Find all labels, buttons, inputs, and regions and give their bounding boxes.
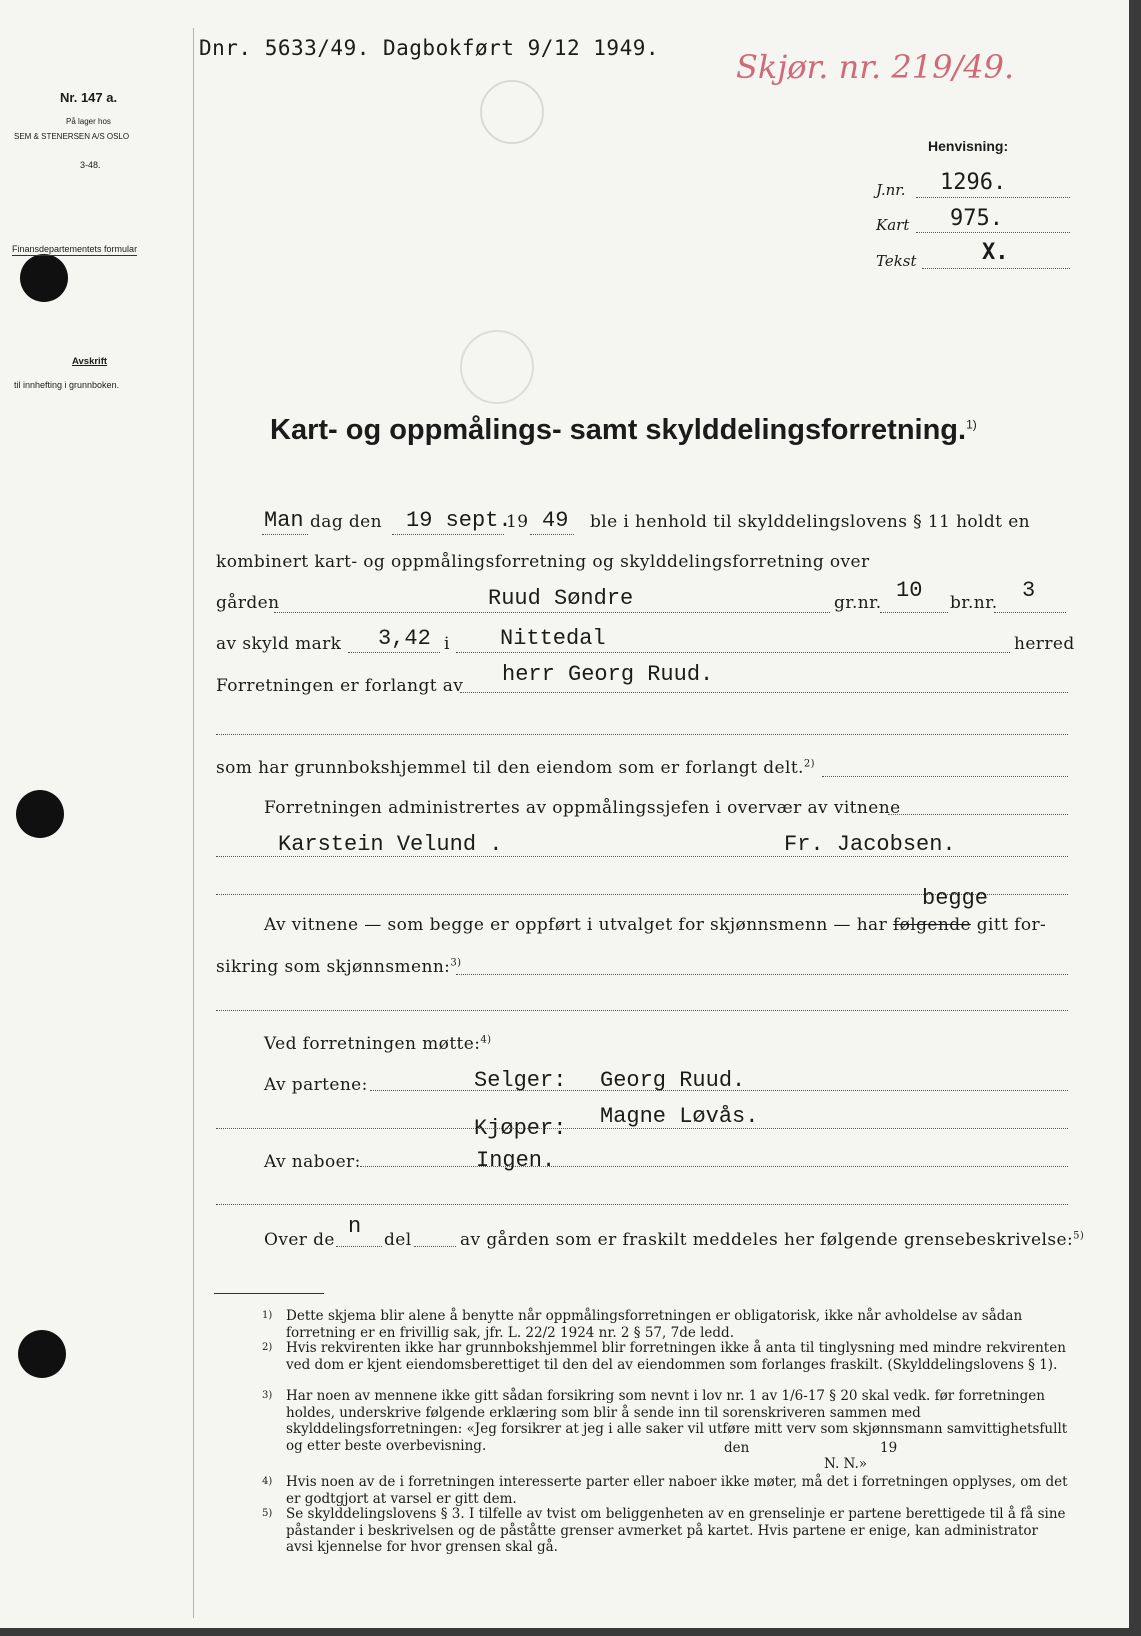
skyld-line	[348, 652, 440, 653]
date-line	[392, 534, 504, 535]
seller-label: Selger:	[474, 1068, 567, 1093]
copy-note: til innhefting i grunnboken.	[14, 380, 120, 390]
mote-footnote-ref: 4)	[480, 1034, 492, 1046]
footnote-4: Hvis noen av de i forretningen interesserte parter eller naboer ikke møter, må det i forretningen opplyses, om det er godtgjort at varsel er gitt dem.	[286, 1474, 1068, 1507]
statute-line: ble i henhold til skylddelingslovens § 11 holdt en	[590, 512, 1031, 532]
tekst-value: X.	[982, 240, 1009, 265]
vitner-text-b: gitt for-	[976, 915, 1047, 935]
oath-signature: N. N.»	[824, 1456, 868, 1472]
footnote-3-number: 3)	[262, 1390, 273, 1401]
vitner-text	[264, 915, 1046, 935]
naboer-line	[360, 1166, 1068, 1167]
seller-value: Georg Ruud.	[600, 1068, 746, 1093]
naboer-label: Av naboer:	[264, 1152, 361, 1172]
forlangt-line	[460, 692, 1068, 693]
document-title-text: Kart- og oppmålings- samt skylddelingsforretning.	[270, 414, 967, 446]
reference-heading: Henvisning:	[928, 138, 1009, 154]
garden-value: Ruud Søndre	[488, 586, 634, 611]
grnr-label: gr.nr.	[834, 593, 882, 613]
brnr-value: 3	[1022, 578, 1036, 603]
blank-line-3	[216, 1010, 1068, 1011]
over-de-value: n	[348, 1214, 362, 1239]
buyer-label: Kjøper:	[474, 1116, 567, 1141]
copy-label: Avskrift	[72, 356, 108, 367]
dag-den-label: dag den	[310, 512, 382, 532]
oath-den: den	[724, 1440, 750, 1456]
mote-text-body: Ved forretningen møtte:	[264, 1034, 481, 1054]
form-number: Nr. 147 a.	[60, 90, 118, 105]
partene-label: Av partene:	[264, 1075, 368, 1095]
begge-insert: begge	[922, 886, 989, 911]
bleed-through-mark	[480, 80, 544, 144]
tekst-line	[922, 268, 1070, 269]
kart-line	[916, 232, 1070, 233]
blank-line-4	[216, 1204, 1068, 1205]
grense-text-body: av gården som er fraskilt meddeles her følgende grensebeskrivelse:	[460, 1230, 1074, 1250]
grense-footnote-ref: 5)	[1073, 1230, 1085, 1242]
grense-text	[460, 1230, 1084, 1250]
hjemmel-text	[216, 758, 815, 778]
herred-value: Nittedal	[500, 626, 606, 651]
combined-text: kombinert kart- og oppmålingsforretning og skylddelingsforretning over	[216, 552, 870, 572]
forlangt-label: Forretningen er forlangt av	[216, 676, 464, 696]
blank-line	[216, 734, 1068, 735]
jnr-label: J.nr.	[876, 181, 906, 199]
brnr-label: br.nr.	[950, 593, 998, 613]
document-title	[270, 414, 977, 447]
date-code: 3-48.	[80, 160, 101, 170]
admin-line	[888, 814, 1068, 815]
grnr-line	[880, 612, 948, 613]
skyld-label: av skyld mark	[216, 634, 342, 654]
forsikring-text-body: sikring som skjønnsmenn:	[216, 957, 451, 977]
footnote-1-number: 1)	[262, 1310, 273, 1321]
margin-rule	[193, 28, 194, 1618]
admin-text: Forretningen administrertes av oppmålingssjefen i overvær av vitnene	[264, 798, 901, 818]
over-de-label: Over de	[264, 1230, 335, 1250]
footnote-5-number: 5)	[262, 1508, 273, 1519]
publisher-line-1: På lager hos	[66, 117, 111, 126]
year-value: 49	[542, 508, 569, 533]
footnote-2: Hvis rekvirenten ikke har grunnbokshjemmel blir forretningen ikke å anta til tinglysning med mindre rekvirenten ved dom er kjent eiendomsberettiget til den del av eiendommen som forlanges fraskilt. (Skylddelingslovens § 1).	[286, 1340, 1066, 1373]
kart-label: Kart	[876, 216, 910, 234]
skyld-value: 3,42	[378, 626, 431, 651]
kart-value: 975.	[950, 206, 1003, 231]
witness-2: Fr. Jacobsen.	[784, 832, 956, 857]
i-label: i	[444, 634, 450, 654]
punch-hole-bottom	[18, 1330, 66, 1378]
journal-line: Dnr. 5633/49. Dagbokført 9/12 1949.	[199, 36, 660, 60]
mote-text	[264, 1034, 491, 1054]
footnote-3: Har noen av mennene ikke gitt sådan forsikring som nevnt i lov nr. 1 av 1/6-17 § 20 skal vedk. før forretningen holdes, underskrive følgende erklæring som blir å sende inn til sorenskriveren sammen med skylddelingsforretningen: «Jeg forsikrer at jeg i alle saker vil utføre mitt verv som skjønnsmann samvittighetsfullt og etter beste overbevisning.	[286, 1388, 1068, 1454]
date-value: 19 sept.	[406, 508, 512, 533]
vitner-struck: følgende	[892, 915, 971, 935]
hjemmel-text-body: som har grunnbokshjemmel til den eiendom som er forlangt delt.	[216, 758, 804, 778]
hjemmel-footnote-ref: 2)	[803, 758, 815, 770]
hjemmel-line	[822, 776, 1068, 777]
bleed-through-mark	[460, 330, 534, 404]
footnote-2-number: 2)	[262, 1342, 273, 1353]
del-line	[414, 1246, 456, 1247]
over-de-line	[336, 1246, 382, 1247]
witness-1: Karstein Velund .	[278, 832, 503, 857]
title-footnote-ref: 1)	[966, 417, 977, 432]
publisher-line-2: SEM & STENERSEN A/S OSLO	[14, 132, 130, 141]
jnr-value: 1296.	[940, 170, 1007, 195]
footnote-rule	[214, 1293, 324, 1294]
buyer-line	[216, 1128, 1068, 1129]
punch-hole-middle	[16, 790, 64, 838]
footnote-1: Dette skjema blir alene å benytte når oppmålingsforretningen er obligatorisk, ikke når avholdelse av sådan forretning er en frivillig sak, jfr. L. 22/2 1924 nr. 2 § 57, 7de ledd.	[286, 1308, 1023, 1341]
year-prefix: 19	[506, 512, 529, 532]
vitner-text-a: Av vitnene — som begge er oppført i utvalget for skjønnsmenn — har	[264, 915, 888, 935]
forsikring-footnote-ref: 3)	[450, 957, 462, 969]
footnote-5: Se skylddelingslovens § 3. I tilfelle av tvist om beliggenheten av en grenselinje er partene berettigede til å få sine påstander i beskrivelsen og de påståtte grenser avmerket på kartet. Hvis partene er enige, kan administrator avsi kjennelse for hvor grensen skal gå.	[286, 1506, 1066, 1555]
garden-line	[274, 612, 830, 613]
forsikring-line	[456, 974, 1068, 975]
ministry-formular: Finansdepartementets formular	[12, 244, 138, 254]
day-value: Man	[264, 508, 304, 533]
garden-label: gården	[216, 593, 280, 613]
oath-year: 19	[880, 1440, 898, 1456]
del-label: del	[384, 1230, 412, 1250]
tekst-label: Tekst	[876, 252, 917, 270]
jnr-line	[916, 197, 1070, 198]
day-line	[262, 534, 308, 535]
buyer-value: Magne Løvås.	[600, 1104, 759, 1129]
handwritten-reference: Skjør. nr. 219/49.	[736, 48, 1015, 86]
witness-line	[216, 856, 1068, 857]
naboer-value: Ingen.	[476, 1148, 556, 1173]
footnote-4-number: 4)	[262, 1476, 273, 1487]
grnr-value: 10	[896, 578, 923, 603]
forsikring-text	[216, 957, 461, 977]
punch-hole-top	[20, 254, 68, 302]
forlangt-value: herr Georg Ruud.	[502, 662, 714, 687]
herred-label: herred	[1014, 634, 1075, 654]
brnr-line	[994, 612, 1066, 613]
year-line	[530, 534, 574, 535]
herred-line	[456, 652, 1010, 653]
